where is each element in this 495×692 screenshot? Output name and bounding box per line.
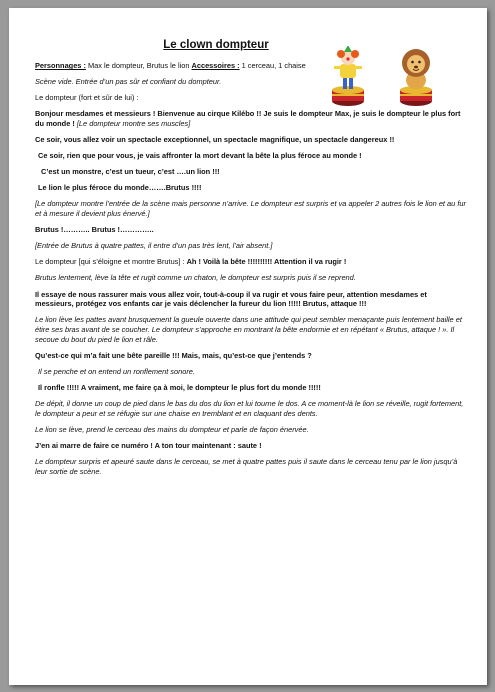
stage-direction: [Entrée de Brutus à quatre pattes, il entre d’un pas très lent, l’air absent.] <box>35 241 273 251</box>
stage-direction: Le lion se lève, prend le cerceau des mains du dompteur et parle de façon énervée. <box>35 424 309 434</box>
stage-direction: De dépit, il donne un coup de pied dans le bas du dos du lion et lui tourne le dos. A ce moment-là le lion se réveille, rugit fortement, le dompteur a peur et se réfugie sur une chaise en tremblant et en claquant des dents. <box>35 399 464 418</box>
characters-line <box>35 61 335 71</box>
dialogue-paragraph: Brutus !……….. Brutus !………….. <box>35 225 154 235</box>
dialogue-text: Ah ! Voilà la bête !!!!!!!!!! Attention il va rugir ! <box>186 257 347 267</box>
stage-direction: Brutus lentement, lève la tête et rugit comme un chaton, le dompteur est surpris puis il se reprend. <box>35 273 356 283</box>
stage-direction: [Le dompteur montre l’entrée de la scène mais personne n’arrive. Le dompteur est surpris et va appeler 2 autres fois le lion et au fur et à mesure il devient plus énervé.] <box>35 199 466 219</box>
stage-direction: Le lion lève les pattes avant brusquement la gueule ouverte dans une attitude qui peut sembler menaçante puis lentement baille et étire ses bras avant de se coucher. Le dompteur s’approche en montrant la bête endormie et en répétant « Brutus, attaque ! ». Il secoue du bout du pied le lion et râle. <box>35 315 462 344</box>
document-page <box>9 8 487 685</box>
dialogue-paragraph: Qu’est-ce qui m’a fait une bête pareille !!! Mais, mais, qu’est-ce que j’entends ? <box>35 350 312 360</box>
stage-direction: Le dompteur surpris et apeuré saute dans le cerceau, se met à quatre pattes puis il saute dans le cerceau tenu par le lion jusqu’à leur sortie de scène. <box>35 457 458 476</box>
dialogue-paragraph: Ce soir, vous allez voir un spectacle exceptionnel, un spectacle magnifique, un spectacle dangereux !! <box>35 135 395 145</box>
dialogue-paragraph <box>35 257 467 267</box>
dialogue-paragraph: Le lion le plus féroce du monde…….Brutus !!!! <box>38 183 202 193</box>
document-body <box>35 38 467 483</box>
dialogue-paragraph: Il ronfle !!!!! A vraiment, me faire ça à moi, le dompteur le plus fort du monde !!!!! <box>38 383 321 393</box>
characters-text: Max le dompteur, Brutus le lion <box>85 61 192 71</box>
props-label: Accessoires : <box>191 61 240 71</box>
dialogue-paragraph: Il essaye de nous rassurer mais vous allez voir, tout-à-coup il va rugir et vous faire peur, attention mesdames et messieurs, protégez vos enfants car je vais déclencher la fureur du lion !!!!! Brutus, attaque !!! <box>35 289 427 309</box>
dialogue-paragraph: J’en ai marre de faire ce numéro ! A ton tour maintenant : saute ! <box>35 441 262 451</box>
page-title: Le clown dompteur <box>163 39 269 51</box>
speaker-label: Le dompteur [qui s’éloigne et montre Brutus] : <box>35 257 187 267</box>
dialogue-text: Bonjour mesdames et messieurs ! Bienvenue au cirque Kilébo !! Je suis le dompteur Max, je suis le dompteur le plus fort du monde ! <box>35 109 461 129</box>
stage-direction: Il se penche et on entend un ronflement sonore. <box>38 367 195 376</box>
stage-direction-inline: [Le dompteur montre ses muscles] <box>74 119 191 129</box>
stage-direction: Scène vide. Entrée d’un pas sûr et confiant du dompteur. <box>35 77 222 87</box>
dialogue-paragraph <box>35 109 467 129</box>
speaker-line: Le dompteur (fort et sûr de lui) : <box>35 93 139 103</box>
dialogue-paragraph: C’est un monstre, c’est un tueur, c’est ….un lion !!! <box>41 167 220 177</box>
props-text: 1 cerceau, 1 chaise <box>239 61 306 71</box>
characters-label: Personnages : <box>35 61 86 71</box>
dialogue-paragraph: Ce soir, rien que pour vous, je vais affronter la mort devant la bête la plus féroce au monde ! <box>38 151 362 161</box>
